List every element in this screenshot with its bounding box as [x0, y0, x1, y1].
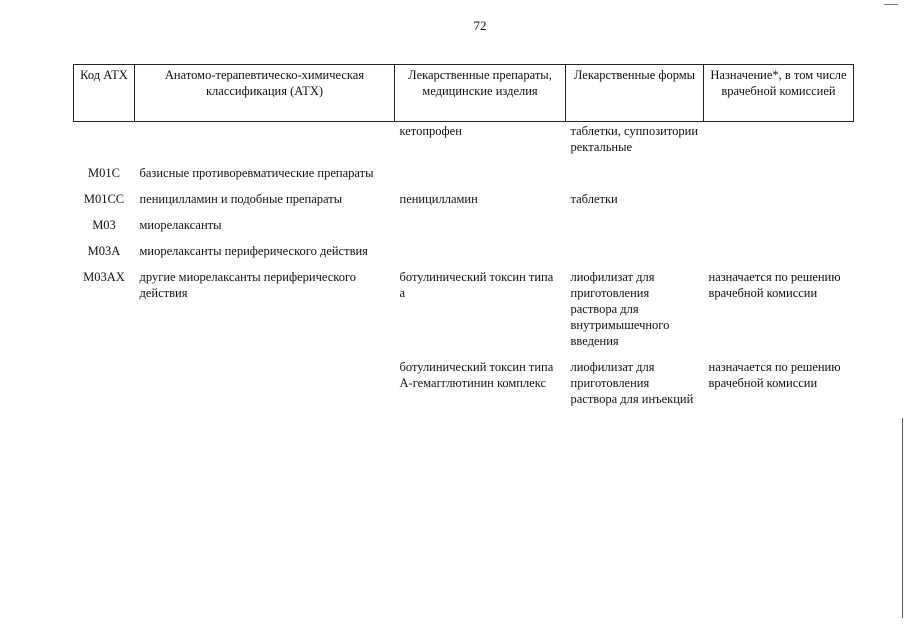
cell-purpose [704, 122, 854, 165]
scan-edge-line [902, 418, 903, 618]
table-row [74, 216, 854, 242]
table-header [74, 65, 854, 122]
cell-form [566, 164, 704, 190]
cell-form: лиофилизат для приготовления раствора для внутримышечного введения [570, 270, 670, 348]
cell-drug: ботулинический токсин типа а [399, 270, 554, 300]
cell-drug [395, 216, 566, 242]
page-number: 72 [473, 18, 487, 33]
cell-purpose: назначается по решению врачебной комиссии [708, 270, 841, 300]
scan-corner-mark [884, 4, 898, 5]
table-row [74, 358, 854, 416]
cell-form [566, 242, 704, 268]
cell-purpose [704, 190, 854, 216]
cell-form: таблетки [570, 192, 618, 206]
cell-drug: ботулинический токсин типа А-гемагглютинин комплекс [399, 360, 554, 390]
cell-code [74, 122, 135, 165]
header-row [74, 65, 854, 122]
header-atc-classification: Анатомо-терапевтическо-химическая классификация (АТХ) [135, 65, 395, 122]
cell-classification: пеницилламин и подобные препараты [139, 192, 343, 206]
cell-classification [135, 358, 395, 416]
cell-classification: миорелаксанты [139, 218, 222, 232]
header-purpose: Назначение*, в том числе врачебной комиссией [704, 65, 854, 122]
cell-drug [395, 242, 566, 268]
cell-purpose [704, 242, 854, 268]
table-row [74, 122, 854, 165]
cell-form: таблетки, суппозитории ректальные [570, 124, 699, 154]
table-row [74, 164, 854, 190]
cell-code: M03AX [83, 270, 125, 284]
cell-classification [135, 122, 395, 165]
cell-code: M03 [92, 218, 116, 232]
cell-form [566, 216, 704, 242]
cell-code: M03A [87, 244, 121, 258]
header-dosage-forms: Лекарственные формы [566, 65, 704, 122]
header-drugs: Лекарственные препараты, медицинские изделия [395, 65, 566, 122]
cell-code: M01CC [83, 192, 125, 206]
atc-drug-table [73, 64, 854, 416]
cell-drug [395, 164, 566, 190]
cell-classification: другие миорелаксанты периферического действия [139, 270, 357, 300]
cell-purpose [704, 164, 854, 190]
header-atc-code: Код АТХ [74, 65, 135, 122]
cell-purpose: назначается по решению врачебной комиссии [708, 360, 841, 390]
cell-purpose [704, 216, 854, 242]
cell-drug: кетопрофен [399, 124, 462, 138]
cell-classification: миорелаксанты периферического действия [139, 244, 368, 258]
cell-drug: пеницилламин [399, 192, 478, 206]
table-body [74, 122, 854, 417]
table-row [74, 268, 854, 358]
cell-code: M01C [88, 166, 120, 180]
table-row [74, 190, 854, 216]
cell-form: лиофилизат для приготовления раствора для инъекций [570, 360, 694, 406]
cell-classification: базисные противоревматические препараты [139, 166, 374, 180]
table-row [74, 242, 854, 268]
cell-code [74, 358, 135, 416]
